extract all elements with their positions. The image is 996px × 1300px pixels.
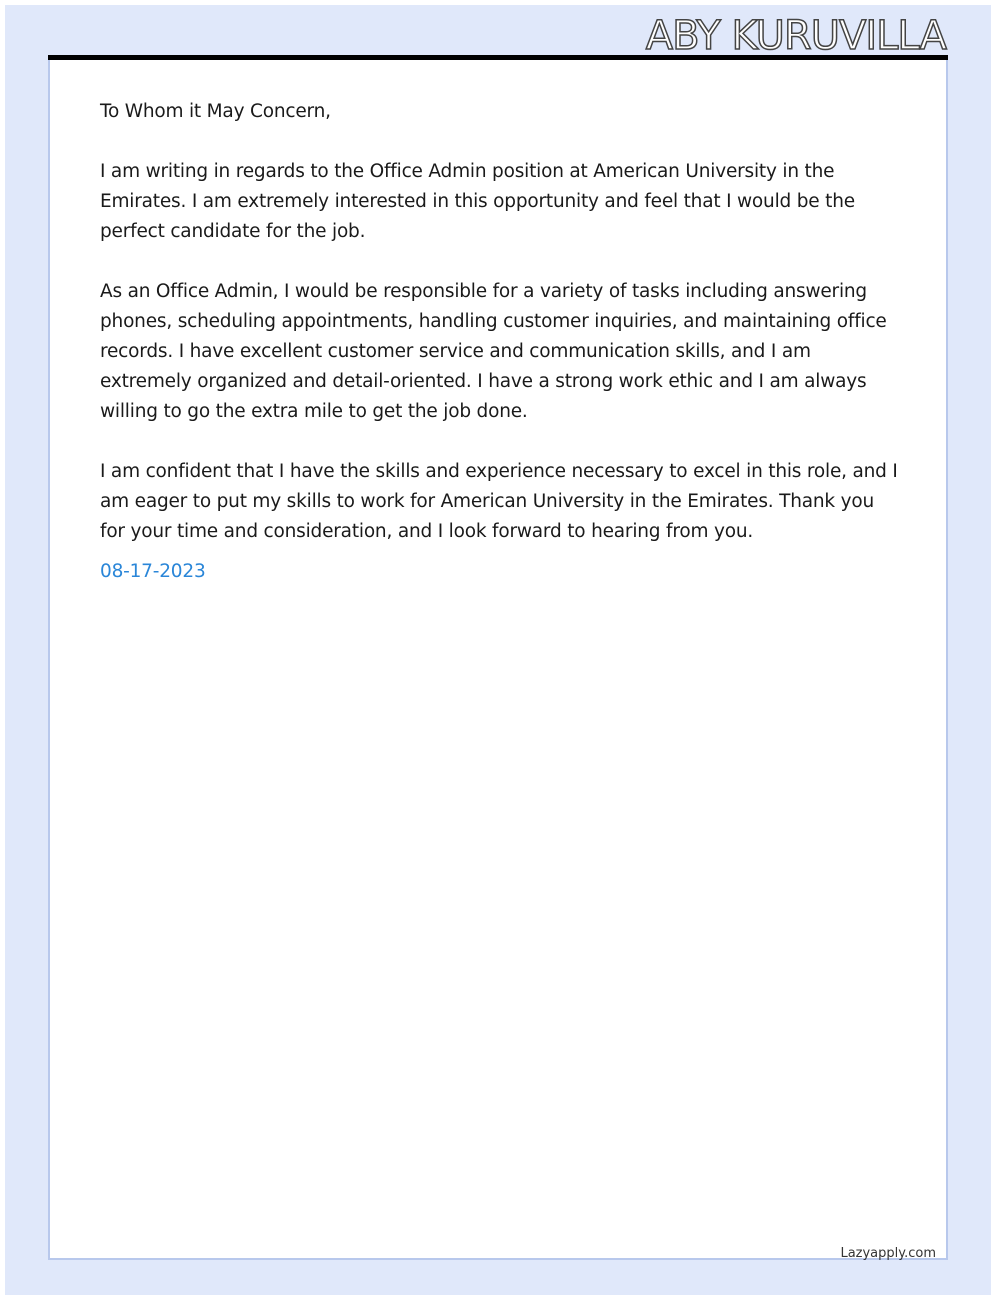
letter-paragraph: I am confident that I have the skills and experience necessary to excel in this role, and I am eager to put my skills to work for American University in the Emirates. Thank you for your time and consideration, and I look forward to hearing from you.: [100, 461, 898, 542]
salutation: To Whom it May Concern,: [100, 101, 331, 122]
applicant-name: ABY KURUVILLA: [645, 13, 946, 59]
footer-brand: Lazyapply.com: [840, 1246, 936, 1261]
letter-paragraph: I am writing in regards to the Office Admin position at American University in the Emirates. I am extremely interested in this opportunity and feel that I would be the perfect candidate for the job.: [100, 161, 855, 242]
letter-date: 08-17-2023: [100, 561, 206, 582]
letter-paragraph: As an Office Admin, I would be responsible for a variety of tasks including answering phones, scheduling appointments, handling customer inquiries, and maintaining office records. I have excellent customer service and communication skills, and I am extremely organized and detail-oriented. I have a strong work ethic and I am always willing to go the extra mile to get the job done.: [100, 281, 887, 422]
cover-letter-body: [100, 97, 900, 587]
